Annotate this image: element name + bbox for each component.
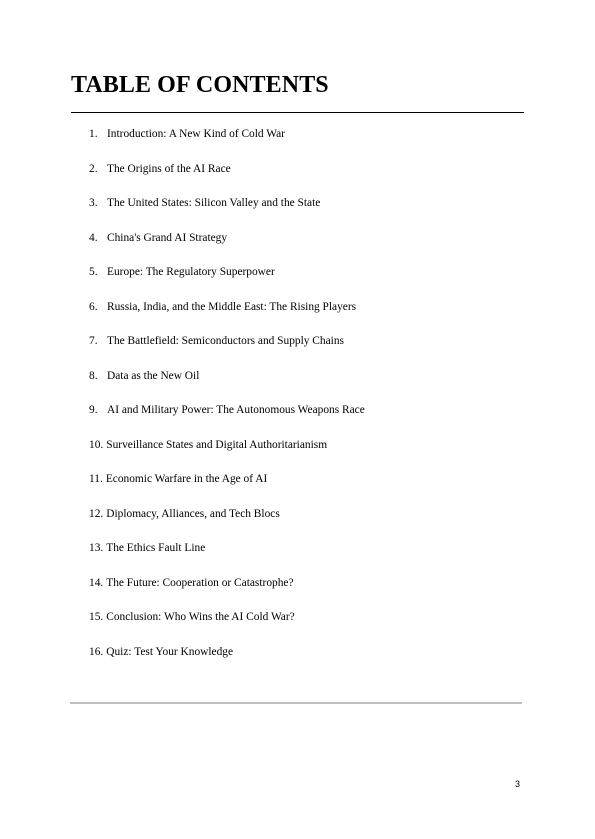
footer-divider xyxy=(70,702,522,704)
toc-item-title[interactable]: Surveillance States and Digital Authoritarianism xyxy=(106,438,328,451)
toc-item-title[interactable]: Data as the New Oil xyxy=(107,369,200,382)
toc-item-number: 4. xyxy=(89,231,98,244)
toc-item-title[interactable]: The Future: Cooperation or Catastrophe? xyxy=(106,576,294,589)
toc-item-1[interactable] xyxy=(89,123,519,158)
toc-item-number: 6. xyxy=(89,300,98,313)
toc-item-number: 11. xyxy=(89,473,103,486)
toc-item-number: 5. xyxy=(89,266,98,279)
toc-item-title[interactable]: Diplomacy, Alliances, and Tech Blocs xyxy=(106,507,280,520)
toc-item-12[interactable] xyxy=(89,503,519,538)
toc-item-number: 12. xyxy=(89,507,104,520)
toc-item-title[interactable]: AI and Military Power: The Autonomous Weapons Race xyxy=(107,404,365,417)
toc-item-6[interactable] xyxy=(89,296,519,331)
toc-item-number: 3. xyxy=(89,197,98,210)
toc-item-title[interactable]: China's Grand AI Strategy xyxy=(107,231,228,244)
toc-item-9[interactable] xyxy=(89,399,519,434)
page-title: TABLE OF CONTENTS xyxy=(71,72,329,98)
toc-item-title[interactable]: Russia, India, and the Middle East: The Rising Players xyxy=(107,300,357,313)
toc-item-number: 7. xyxy=(89,335,98,348)
toc-item-13[interactable] xyxy=(89,537,519,572)
toc-item-title[interactable]: The Ethics Fault Line xyxy=(106,542,206,555)
toc-item-title[interactable]: Europe: The Regulatory Superpower xyxy=(107,266,275,279)
title-divider xyxy=(71,112,524,113)
toc-item-11[interactable] xyxy=(89,468,519,503)
toc-item-number: 13. xyxy=(89,542,104,555)
toc-item-8[interactable] xyxy=(89,365,519,400)
toc-item-15[interactable] xyxy=(89,606,519,641)
toc-item-10[interactable] xyxy=(89,434,519,469)
toc-item-title[interactable]: The Battlefield: Semiconductors and Supply Chains xyxy=(107,335,344,348)
toc-item-number: 16. xyxy=(89,645,104,658)
toc-item-number: 2. xyxy=(89,162,98,175)
toc-item-number: 9. xyxy=(89,404,98,417)
toc-item-number: 15. xyxy=(89,611,104,624)
toc-item-16[interactable] xyxy=(89,641,519,676)
toc-item-14[interactable] xyxy=(89,572,519,607)
toc-item-title[interactable]: Conclusion: Who Wins the AI Cold War? xyxy=(106,611,295,624)
toc-item-title[interactable]: Economic Warfare in the Age of AI xyxy=(105,473,268,486)
toc-item-number: 1. xyxy=(89,128,98,140)
toc-item-5[interactable] xyxy=(89,261,519,296)
toc-item-7[interactable] xyxy=(89,330,519,365)
toc-list xyxy=(89,123,519,675)
toc-item-title[interactable]: Introduction: A New Kind of Cold War xyxy=(107,128,285,140)
page-number: 3 xyxy=(515,779,521,789)
toc-item-title[interactable]: The United States: Silicon Valley and the State xyxy=(107,197,321,210)
toc-item-title[interactable]: Quiz: Test Your Knowledge xyxy=(106,645,234,658)
toc-item-number: 8. xyxy=(89,369,98,382)
toc-item-number: 14. xyxy=(89,576,104,589)
toc-item-number: 10. xyxy=(89,438,104,451)
toc-item-title[interactable]: The Origins of the AI Race xyxy=(107,162,231,175)
toc-item-4[interactable] xyxy=(89,227,519,262)
toc-item-2[interactable] xyxy=(89,158,519,193)
toc-item-3[interactable] xyxy=(89,192,519,227)
